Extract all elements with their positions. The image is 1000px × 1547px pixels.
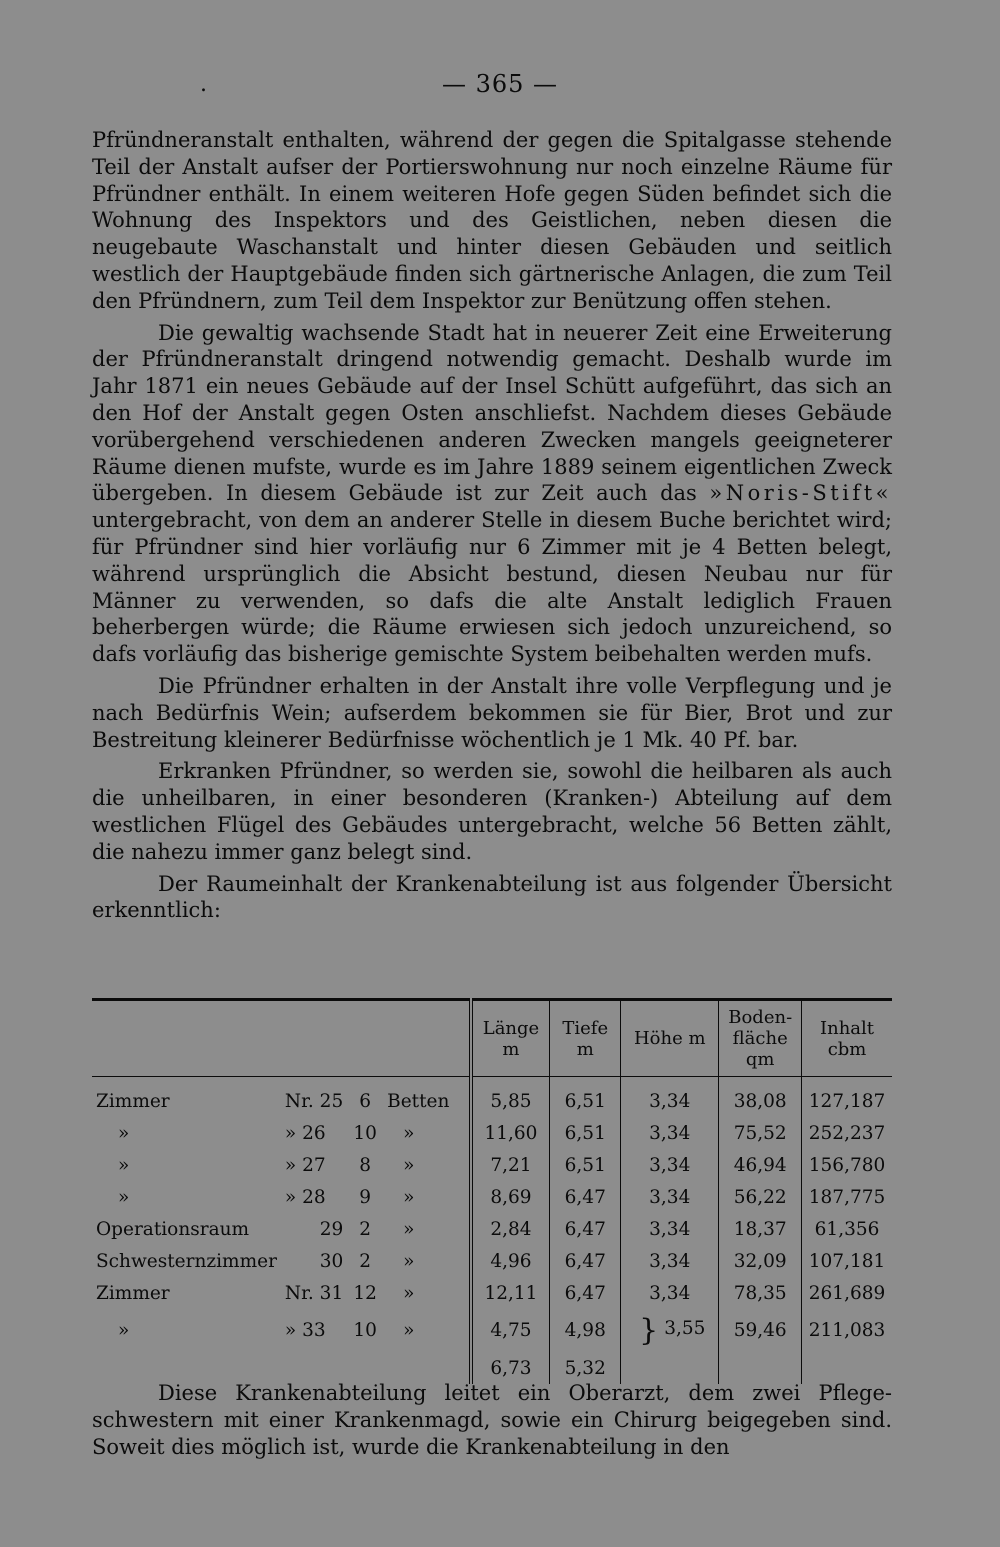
beds-unit: » bbox=[403, 1186, 415, 1208]
bed-count: 10 bbox=[353, 1320, 377, 1341]
room-number: » 28 bbox=[284, 1186, 326, 1208]
cell-laenge: 2,84 bbox=[471, 1213, 550, 1245]
noris-stift-name: »Noris-Stift« bbox=[709, 481, 892, 506]
cell-inhalt: 107,181 bbox=[802, 1245, 892, 1277]
cell-boden: 46,94 bbox=[719, 1149, 802, 1181]
header-hoehe: Höhe m bbox=[621, 1000, 719, 1077]
cell-tiefe: 6,47 bbox=[550, 1277, 621, 1309]
room-volume-table bbox=[92, 998, 892, 1384]
table-row bbox=[92, 1245, 892, 1277]
bed-count: 6 bbox=[359, 1090, 372, 1112]
paragraph-provisions: Die Pfründner erhalten in der Anstalt ihre volle Verpflegung und je nach Bedürfnis Wein; aufserdem bekommen sie für Bier, Brot und zur Bestreitung kleinerer Bedürfnisse wöchentlich je 1 Mk. 40 Pf. bar. bbox=[92, 673, 892, 752]
room-number: Nr. 31 bbox=[284, 1282, 344, 1304]
room-number: » 27 bbox=[284, 1154, 326, 1176]
table-row bbox=[92, 1277, 892, 1309]
cell-inhalt: 261,689 bbox=[802, 1277, 892, 1309]
cell-laenge: 4,96 bbox=[471, 1245, 550, 1277]
room-label: » bbox=[118, 1186, 130, 1208]
table-header-row bbox=[92, 1000, 892, 1077]
cell-hoehe: 3,34 bbox=[621, 1149, 719, 1181]
table-row bbox=[92, 1149, 892, 1181]
room-label: Zimmer bbox=[96, 1282, 170, 1304]
cell-laenge: 11,60 bbox=[471, 1117, 550, 1149]
cell-tiefe: 6,51 bbox=[550, 1149, 621, 1181]
cell-hoehe-value: 3,55 bbox=[664, 1318, 706, 1339]
cell-tiefe: 4,98 bbox=[550, 1309, 621, 1352]
bed-count: 2 bbox=[359, 1250, 372, 1272]
paragraph-table-intro: Der Raumeinhalt der Krankenabteilung ist aus folgender Übersicht erkenntlich: bbox=[92, 871, 892, 923]
beds-unit: » bbox=[403, 1282, 415, 1304]
bed-count: 12 bbox=[353, 1282, 377, 1304]
cell-inhalt: 156,780 bbox=[802, 1149, 892, 1181]
cell-tiefe: 6,47 bbox=[550, 1181, 621, 1213]
bed-count: 8 bbox=[359, 1154, 372, 1176]
cell-boden: 78,35 bbox=[719, 1277, 802, 1309]
table-row bbox=[92, 1309, 892, 1352]
cell-tiefe: 6,47 bbox=[550, 1245, 621, 1277]
cell-laenge: 7,21 bbox=[471, 1149, 550, 1181]
room-label: » bbox=[118, 1154, 130, 1176]
cell-hoehe bbox=[621, 1309, 719, 1352]
header-laenge: Länge m bbox=[471, 1000, 550, 1077]
brace-glyph: } bbox=[639, 1313, 659, 1348]
cell-laenge: 4,75 bbox=[471, 1309, 550, 1352]
paragraph-expansion-part2: untergebracht, von dem an anderer Stelle in diesem Buche berichtet wird; für Pfründner sind hier vorläufig nur 6 Zimmer mit je 4 Betten belegt, während ursprünglich die Absicht bestund, diesen Neubau nur für Männer zu verwenden, so dafs die alte Anstalt lediglich Frauen beherbergen würde; die Räume erwiesen sich jedoch unzureichend, so dafs vorläufig das bisherige gemischte System beibehalten werden mufs. bbox=[92, 508, 892, 667]
table-row bbox=[92, 1181, 892, 1213]
cell-inhalt: 252,237 bbox=[802, 1117, 892, 1149]
table-row bbox=[92, 1077, 892, 1118]
cell-boden: 59,46 bbox=[719, 1309, 802, 1352]
beds-unit: » bbox=[403, 1122, 415, 1144]
cell-laenge: 6,73 bbox=[471, 1352, 550, 1384]
cell-tiefe: 5,32 bbox=[550, 1352, 621, 1384]
cell-boden: 56,22 bbox=[719, 1181, 802, 1213]
cell-boden: 75,52 bbox=[719, 1117, 802, 1149]
beds-unit: » bbox=[403, 1154, 415, 1176]
cell-inhalt: 61,356 bbox=[802, 1213, 892, 1245]
body-text-bottom bbox=[92, 1380, 892, 1460]
cell-hoehe: 3,34 bbox=[621, 1181, 719, 1213]
paragraph-staff: Diese Krankenabteilung leitet ein Oberarzt, dem zwei Pflegeschwestern mit einer Krankenmagd, sowie ein Chirurg beigegeben sind. Soweit dies möglich ist, wurde die Krankenabteilung in den bbox=[92, 1381, 892, 1459]
room-label: Zimmer bbox=[96, 1090, 170, 1112]
cell-tiefe: 6,47 bbox=[550, 1213, 621, 1245]
cell-tiefe: 6,51 bbox=[550, 1117, 621, 1149]
header-inhalt: Inhalt cbm bbox=[802, 1000, 892, 1077]
cell-hoehe: 3,34 bbox=[621, 1245, 719, 1277]
cell-laenge: 12,11 bbox=[471, 1277, 550, 1309]
beds-unit: » bbox=[403, 1320, 415, 1341]
paragraph-expansion bbox=[92, 320, 892, 668]
cell-boden: 18,37 bbox=[719, 1213, 802, 1245]
cell-inhalt: 127,187 bbox=[802, 1077, 892, 1118]
cell-boden: 32,09 bbox=[719, 1245, 802, 1277]
cell-hoehe: 3,34 bbox=[621, 1277, 719, 1309]
room-number: Nr. 25 bbox=[284, 1090, 344, 1112]
cell-laenge: 5,85 bbox=[471, 1077, 550, 1118]
room-number: 29 bbox=[319, 1218, 344, 1240]
cell-tiefe: 6,51 bbox=[550, 1077, 621, 1118]
header-blank bbox=[92, 1000, 471, 1077]
bed-count: 2 bbox=[359, 1218, 372, 1240]
cell-hoehe: 3,34 bbox=[621, 1213, 719, 1245]
room-label: » bbox=[118, 1122, 130, 1144]
cell-laenge: 8,69 bbox=[471, 1181, 550, 1213]
page-number: — 365 — bbox=[441, 70, 559, 98]
cell-inhalt: 187,775 bbox=[802, 1181, 892, 1213]
cell-hoehe: 3,34 bbox=[621, 1117, 719, 1149]
table-row bbox=[92, 1213, 892, 1245]
header-tiefe: Tiefe m bbox=[550, 1000, 621, 1077]
paragraph-expansion-part1: Die gewaltig wachsende Stadt hat in neuerer Zeit eine Erweiterung der Pfründneranstalt dringend notwendig gemacht. Deshalb wurde im Jahr 1871 ein neues Gebäude auf der Insel Schütt aufgeführt, das sich an den Hof der Anstalt gegen Osten anschliefst. Nachdem dieses Gebäude vorübergehend verschiedenen anderen Zwecken mangels geeigneterer Räume dienen mufste, wurde es im Jahre 1889 seinem eigentlichen Zweck übergeben. In diesem Gebäude ist zur Zeit auch das bbox=[92, 320, 892, 506]
body-text-top bbox=[92, 127, 892, 924]
beds-unit: » bbox=[403, 1218, 415, 1240]
room-label: » bbox=[118, 1320, 130, 1341]
bed-count: 9 bbox=[359, 1186, 372, 1208]
room-label: Operationsraum bbox=[96, 1218, 250, 1240]
paragraph-sick-ward: Erkranken Pfründner, so werden sie, sowohl die heilbaren als auch die unheilbaren, in einer besonderen (Kranken-) Abteilung auf dem westlichen Flügel des Gebäudes untergebracht, welche 56 Betten zählt, die nahezu immer ganz belegt sind. bbox=[92, 759, 892, 864]
beds-unit: » bbox=[403, 1250, 415, 1272]
bed-count: 10 bbox=[353, 1122, 377, 1144]
cell-inhalt: 211,083 bbox=[802, 1309, 892, 1352]
header-bodenflaeche: Bodenfläche qm bbox=[719, 1000, 802, 1077]
cell-boden: 38,08 bbox=[719, 1077, 802, 1118]
room-label: Schwesternzimmer bbox=[96, 1250, 277, 1272]
room-number: » 33 bbox=[284, 1320, 326, 1341]
paragraph-continuation: Pfründneranstalt enthalten, während der gegen die Spitalgasse stehende Teil der Anstalt aufser der Portierswohnung nur noch einzelne Räume für Pfründner enthält. In einem weiteren Hofe gegen Süden befindet sich die Wohnung des Inspektors und des Geistlichen, neben diesen die neugebaute Waschanstalt und hinter diesen Gebäuden und seitlich westlich der Hauptgebäude finden sich gärtnerische Anlagen, die zum Teil den Pfründnern, zum Teil dem Inspektor zur Benützung offen stehen. bbox=[92, 128, 892, 313]
beds-unit: Betten bbox=[387, 1090, 450, 1112]
cell-hoehe: 3,34 bbox=[621, 1077, 719, 1118]
room-number: » 26 bbox=[284, 1122, 326, 1144]
table-row bbox=[92, 1117, 892, 1149]
room-number: 30 bbox=[319, 1250, 344, 1272]
stray-dot: . bbox=[200, 72, 207, 97]
